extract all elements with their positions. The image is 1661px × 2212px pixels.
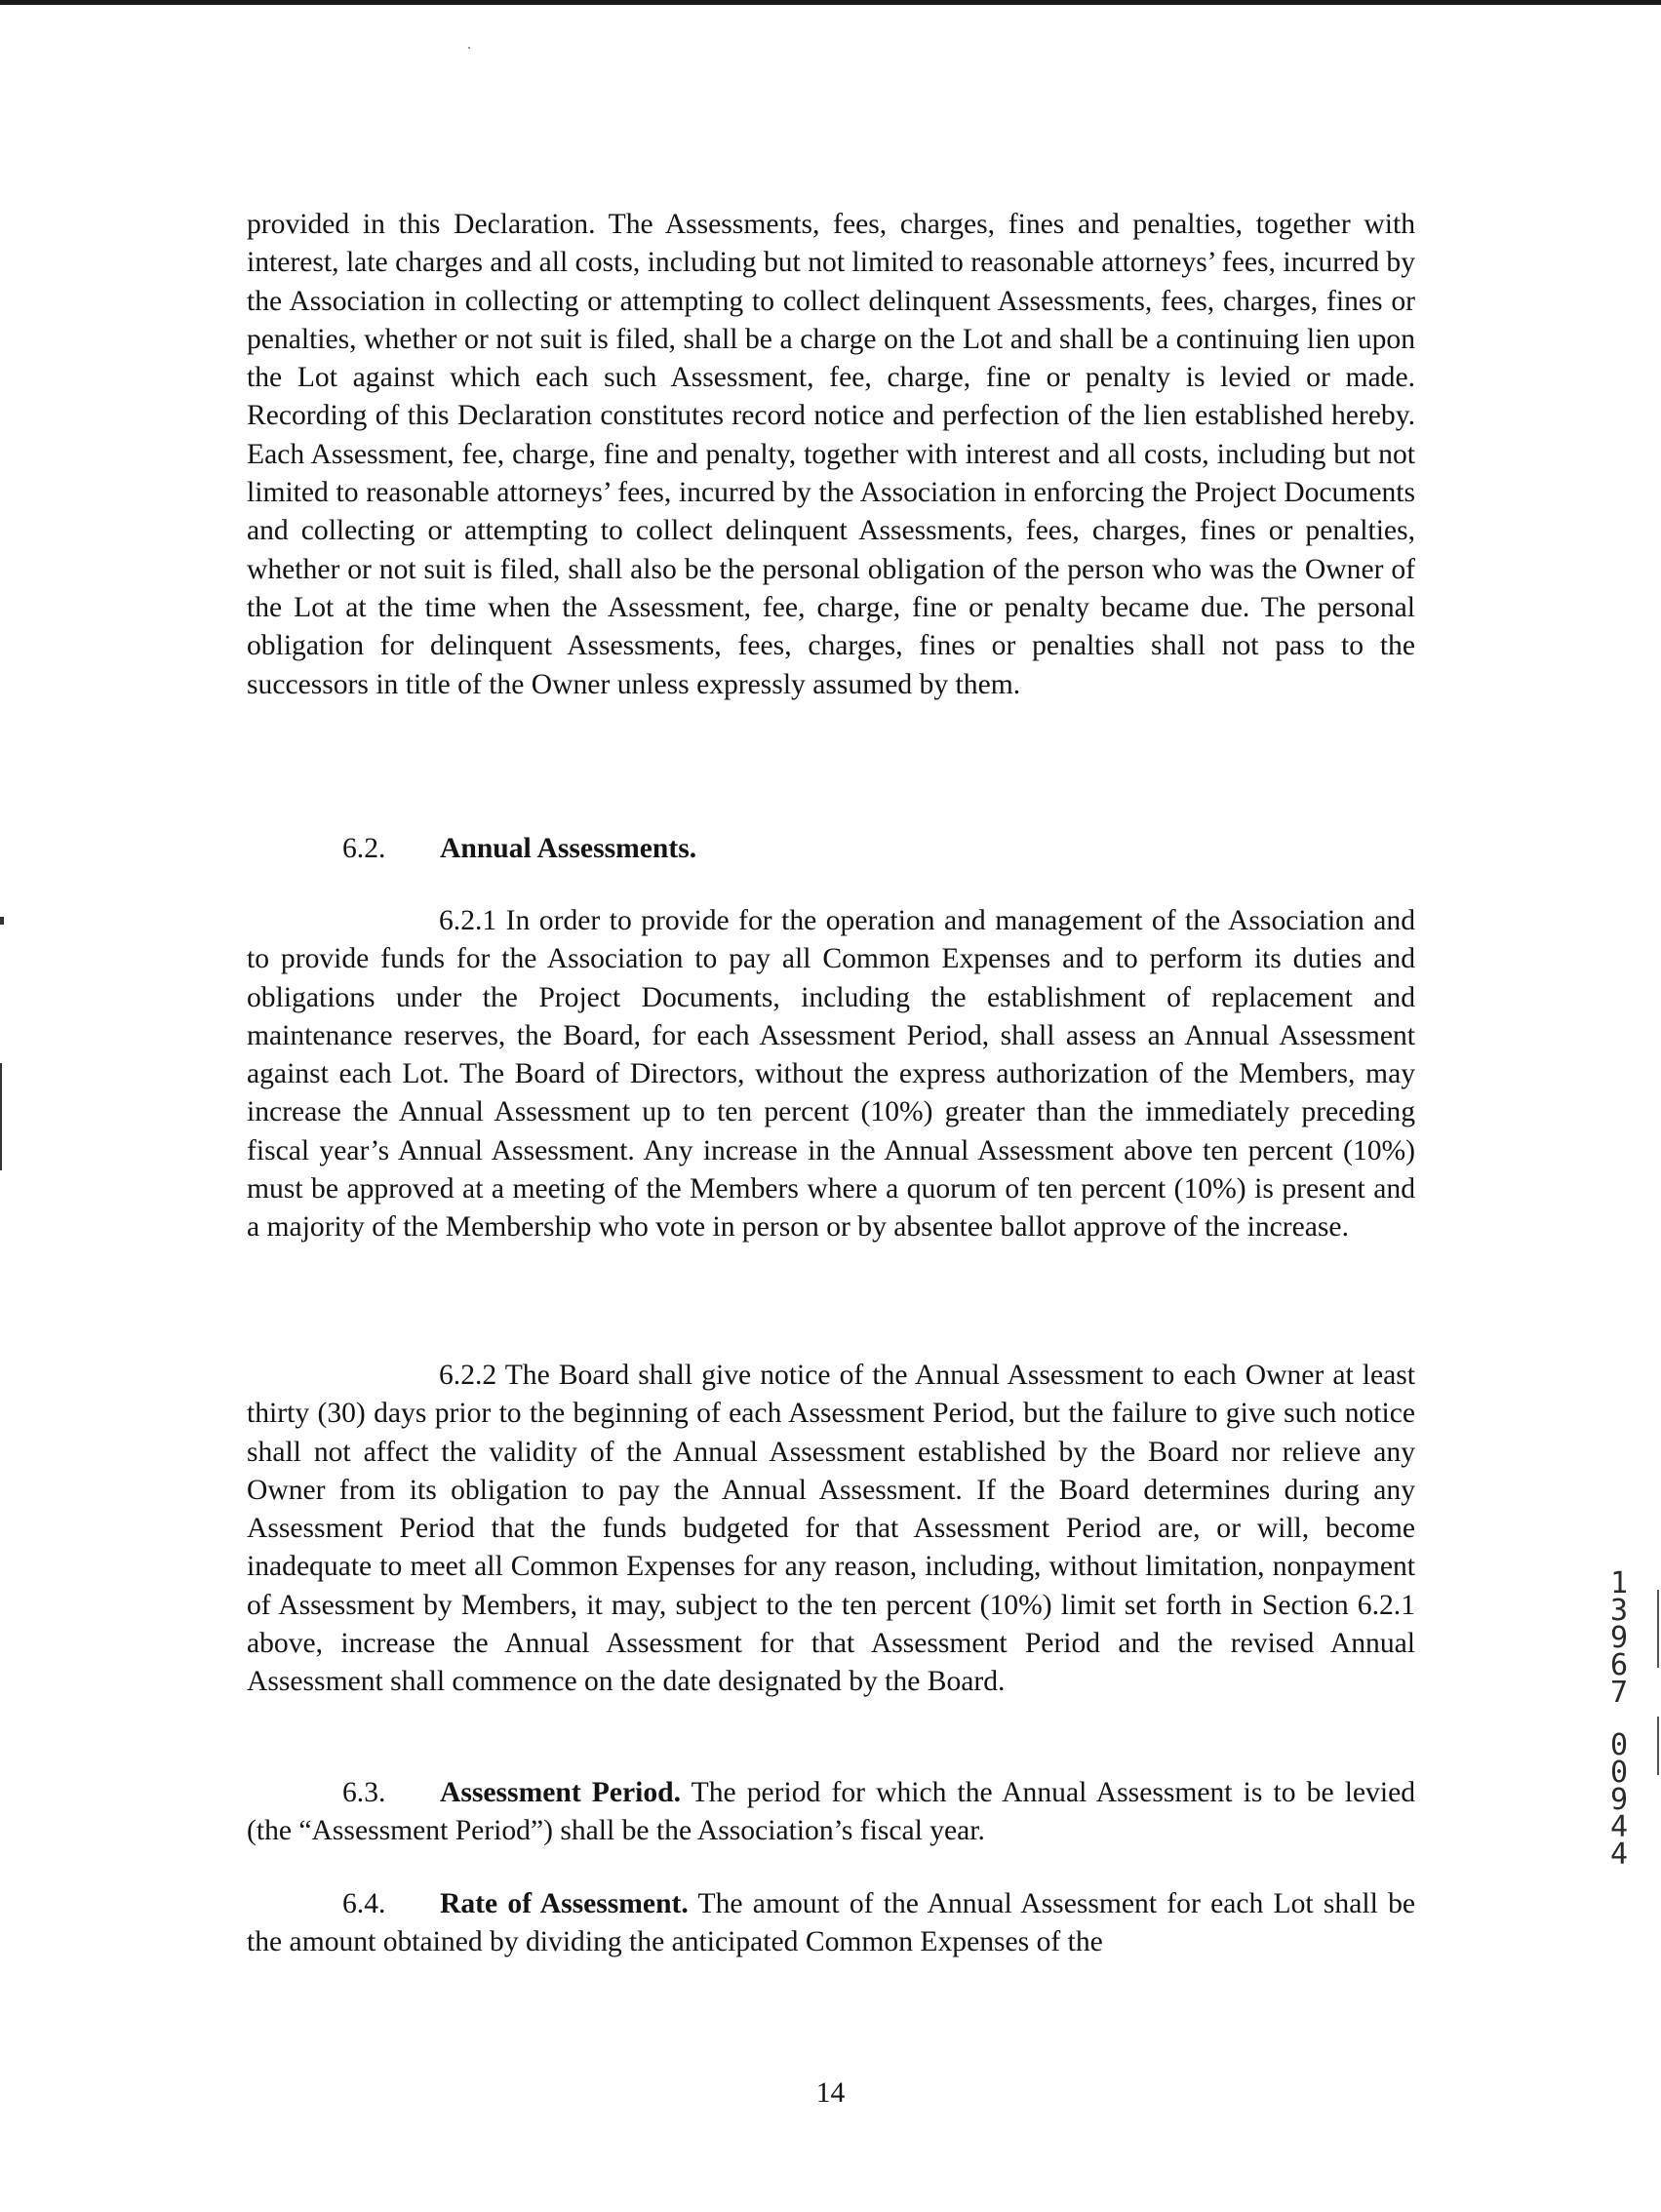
stamp-digit: 3 [1609, 1594, 1629, 1628]
scan-right-mark [1657, 1590, 1659, 1668]
scan-speck [468, 47, 470, 49]
stamp-digit: 4 [1609, 1810, 1629, 1844]
stamp-digit: 4 [1609, 1837, 1629, 1872]
section-title: Assessment Period. [440, 1777, 682, 1808]
stamp-digit: 0 [1609, 1728, 1629, 1762]
scan-top-border [0, 0, 1661, 5]
recording-stamp [1604, 1566, 1634, 1872]
stamp-digit: 0 [1609, 1756, 1629, 1790]
section-text: The period for which the Annual Assessment is to be levied (the “Assessment Period”) shall be the Association’s fiscal year. [247, 1777, 1416, 1847]
section-title: Rate of Assessment. [440, 1888, 689, 1919]
scan-right-mark [1657, 1717, 1659, 1775]
paragraph-6-2-1: 6.2.1 In order to provide for the operation and management of the Association and to provide funds for the Association to pay all Common Expenses and to perform its duties and obligations under the Project Documents, including the establishment of replacement and maintenance reserves, the Board, for each Assessment Period, shall assess an Annual Assessment against each Lot. The Board of Directors, without the express authorization of the Members, may increase the Annual Assessment up to ten percent (10%) greater than the immediately preceding fiscal year’s Annual Assessment. Any increase in the Annual Assessment above ten percent (10%) must be approved at a meeting of the Members where a quorum of ten percent (10%) is present and a majority of the Membership who vote in person or by absentee ballot approve of the increase. [247, 905, 1415, 1244]
section-number: 6.2. [342, 833, 386, 864]
section-number: 6.4. [342, 1888, 386, 1919]
stamp-digit: 1 [1609, 1566, 1629, 1600]
paragraph-lien: provided in this Declaration. The Assessments, fees, charges, fines and penalties, together with interest, late charges and all costs, including but not limited to reasonable attorneys’ fees, incurred by the Association in collecting or attempting to collect delinquent Assessments, fees, charges, fines or penalties, whether or not suit is filed, shall be a charge on the Lot and shall be a continuing lien upon the Lot against which each such Assessment, fee, charge, fine or penalty is levied or made. Recording of this Declaration constitutes record notice and perfection of the lien established hereby. Each Assessment, fee, charge, fine and penalty, together with interest and all costs, including but not limited to reasonable attorneys’ fees, incurred by the Association in enforcing the Project Documents and collecting or attempting to collect delinquent Assessments, fees, charges, fines or penalties, whether or not suit is filed, shall also be the personal obligation of the person who was the Owner of the Lot at the time when the Assessment, fee, charge, fine or penalty became due. The personal obligation for delinquent Assessments, fees, charges, fines or penalties shall not pass to the successors in title of the Owner unless expressly assumed by them. [247, 209, 1415, 700]
section-text: The amount of the Annual Assessment for each Lot shall be the amount obtained by dividing the anticipated Common Expenses of the [247, 1888, 1416, 1958]
stamp-digit: 9 [1609, 1621, 1629, 1655]
stamp-digit: 7 [1609, 1676, 1629, 1710]
paragraph-6-4 [247, 1885, 1415, 1962]
section-number: 6.3. [342, 1777, 386, 1808]
paragraph-6-3 [247, 1774, 1415, 1851]
paragraph-6-2-2: 6.2.2 The Board shall give notice of the Annual Assessment to each Owner at least thirty (30) days prior to the beginning of each Assessment Period, but the failure to give such notice shall not affect the validity of the Annual Assessment established by the Board nor relieve any Owner from its obligation to pay the Annual Assessment. If the Board determines during any Assessment Period that the funds budgeted for that Assessment Period are, or will, become inadequate to meet all Common Expenses for any reason, including, without limitation, nonpayment of Assessment by Members, it may, subject to the ten percent (10%) limit set forth in Section 6.2.1 above, increase the Annual Assessment for that Assessment Period and the revised Annual Assessment shall commence on the date designated by the Board. [247, 1360, 1415, 1698]
scan-left-mark [0, 1063, 2, 1170]
stamp-digit: 6 [1609, 1648, 1629, 1682]
scan-left-mark [0, 917, 4, 925]
page-number: 14 [815, 2077, 846, 2109]
section-title: Annual Assessments. [440, 833, 697, 864]
heading-annual-assessments [342, 830, 696, 868]
stamp-digit: 9 [1609, 1783, 1629, 1817]
